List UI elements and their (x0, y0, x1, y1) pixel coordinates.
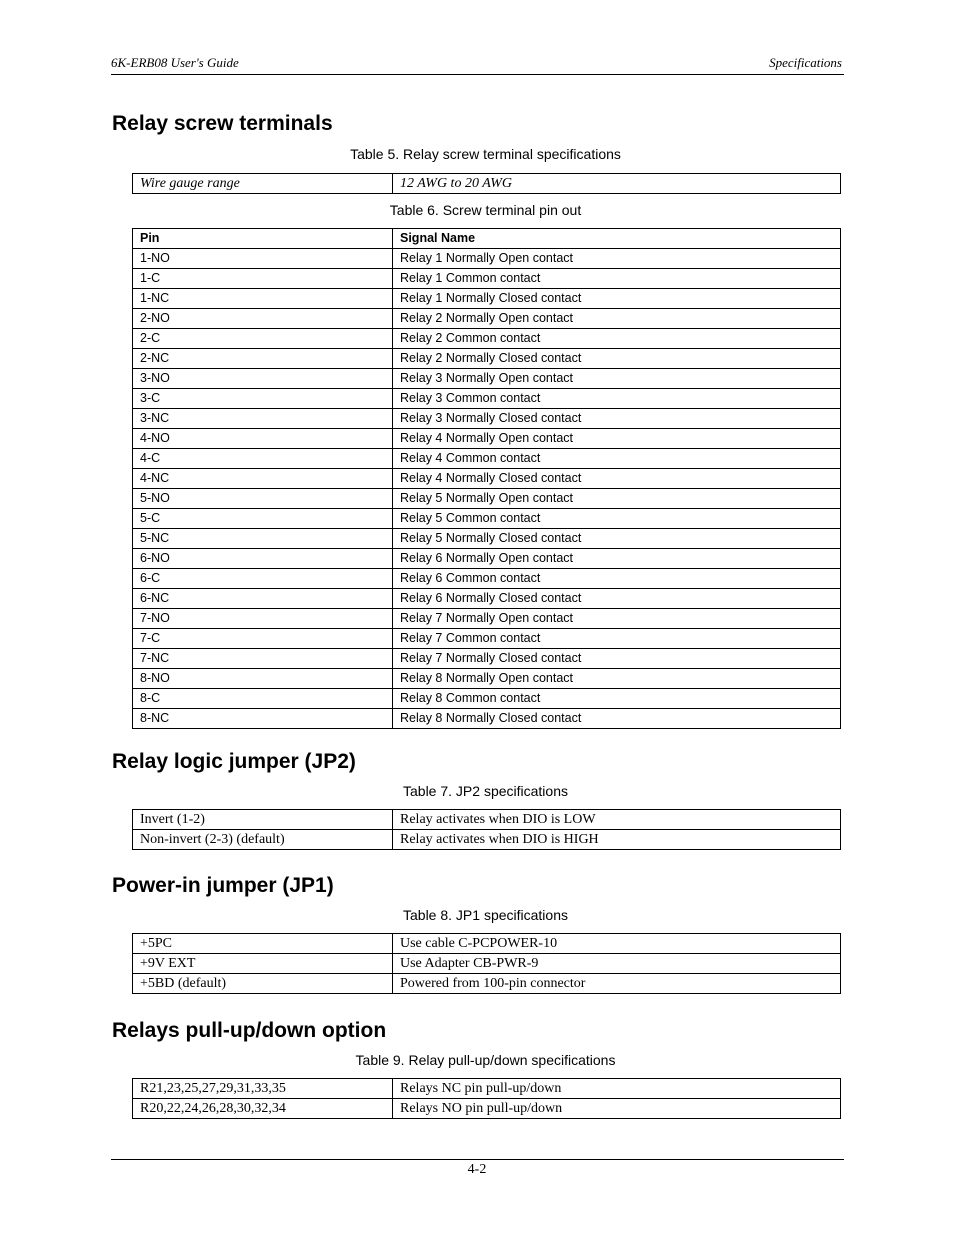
table-cell-key: 8-NO (133, 669, 393, 689)
table-cell-key: Wire gauge range (133, 174, 393, 194)
table5-caption: Table 5. Relay screw terminal specifications (350, 146, 621, 162)
table-cell-value: Relay activates when DIO is LOW (393, 810, 841, 830)
table-cell-value: Relay activates when DIO is HIGH (393, 830, 841, 850)
table-cell-value: Relay 8 Normally Open contact (393, 669, 841, 689)
table-row (133, 389, 841, 409)
table-cell-key: 8-NC (133, 709, 393, 729)
table-cell-value: Relay 1 Normally Closed contact (393, 289, 841, 309)
table-cell-key: Non-invert (2-3) (default) (133, 830, 393, 850)
table-row (133, 249, 841, 269)
table-cell-value: Relay 4 Common contact (393, 449, 841, 469)
table-cell-value: Relay 7 Common contact (393, 629, 841, 649)
table-row (133, 569, 841, 589)
table-cell-value: Relays NO pin pull-up/down (393, 1099, 841, 1119)
table-row (133, 529, 841, 549)
table-cell-value: Relays NC pin pull-up/down (393, 1079, 841, 1099)
table-cell-key: 4-NC (133, 469, 393, 489)
table-cell-value: Relay 7 Normally Closed contact (393, 649, 841, 669)
table-row (133, 509, 841, 529)
table-cell-key: R21,23,25,27,29,31,33,35 (133, 1079, 393, 1099)
section-heading-jp1: Power-in jumper (JP1) (112, 874, 334, 897)
table-row (133, 349, 841, 369)
section-heading-screw-terminals: Relay screw terminals (112, 112, 333, 135)
table-row (133, 449, 841, 469)
table5-wire-gauge (132, 173, 841, 194)
table-row (133, 830, 841, 850)
table-cell-value: Relay 2 Normally Closed contact (393, 349, 841, 369)
table-cell-value: Relay 8 Common contact (393, 689, 841, 709)
table-cell-value: Relay 1 Common contact (393, 269, 841, 289)
table-row (133, 289, 841, 309)
table-row (133, 629, 841, 649)
table-cell-value: Relay 7 Normally Open contact (393, 609, 841, 629)
table-cell-key: +9V EXT (133, 954, 393, 974)
table6-pin-out (132, 228, 841, 729)
table-cell-key: 7-NO (133, 609, 393, 629)
table-row (133, 1079, 841, 1099)
table-row (133, 1099, 841, 1119)
table-cell-key: 7-NC (133, 649, 393, 669)
table-cell-value: Relay 2 Normally Open contact (393, 309, 841, 329)
table-cell-value: 12 AWG to 20 AWG (393, 174, 841, 194)
table-row (133, 269, 841, 289)
table-cell-value: Use Adapter CB-PWR-9 (393, 954, 841, 974)
table-cell-value: Relay 6 Common contact (393, 569, 841, 589)
table-cell-key: R20,22,24,26,28,30,32,34 (133, 1099, 393, 1119)
table-cell-value: Relay 3 Normally Closed contact (393, 409, 841, 429)
table-cell-key: 5-NO (133, 489, 393, 509)
table-cell-key: 1-NC (133, 289, 393, 309)
table-cell-key: 5-NC (133, 529, 393, 549)
table-cell-key: 6-C (133, 569, 393, 589)
table-cell-key: Invert (1-2) (133, 810, 393, 830)
table-row (133, 589, 841, 609)
table-row (133, 429, 841, 449)
table-cell-key: 5-C (133, 509, 393, 529)
table-cell-key: 3-NO (133, 369, 393, 389)
table-cell-value: Relay 6 Normally Closed contact (393, 589, 841, 609)
table7-caption: Table 7. JP2 specifications (403, 783, 568, 799)
table-row (133, 549, 841, 569)
table-cell-key: 4-NO (133, 429, 393, 449)
table-cell-value: Relay 3 Normally Open contact (393, 369, 841, 389)
table-cell-value: Relay 5 Normally Closed contact (393, 529, 841, 549)
table8-caption: Table 8. JP1 specifications (403, 907, 568, 923)
table-cell-key: 2-NO (133, 309, 393, 329)
table-row (133, 810, 841, 830)
table-header-row (133, 229, 841, 249)
table-row (133, 649, 841, 669)
table-row (133, 174, 841, 194)
table-cell-value: Relay 6 Normally Open contact (393, 549, 841, 569)
table-row (133, 309, 841, 329)
table-cell-key: 3-NC (133, 409, 393, 429)
section-heading-pull-up-down: Relays pull-up/down option (112, 1019, 387, 1042)
table-row (133, 669, 841, 689)
table9-caption: Table 9. Relay pull-up/down specifications (355, 1052, 616, 1068)
table-cell-value: Relay 5 Normally Open contact (393, 489, 841, 509)
table-row (133, 954, 841, 974)
table-cell-value: Relay 4 Normally Closed contact (393, 469, 841, 489)
table-cell-value: Relay 2 Common contact (393, 329, 841, 349)
table-cell-value: Relay 5 Common contact (393, 509, 841, 529)
section-heading-jp2: Relay logic jumper (JP2) (112, 750, 356, 773)
table-cell-key: +5BD (default) (133, 974, 393, 994)
running-header (111, 55, 844, 75)
table-row (133, 329, 841, 349)
table-cell-key: 1-NO (133, 249, 393, 269)
table-cell-value: Powered from 100-pin connector (393, 974, 841, 994)
table-cell-key: 1-C (133, 269, 393, 289)
table-cell-key: 6-NO (133, 549, 393, 569)
header-guide-title: 6K-ERB08 User's Guide (111, 55, 239, 70)
table-cell-key: 7-C (133, 629, 393, 649)
table-cell-key: 8-C (133, 689, 393, 709)
table-cell-key: 2-C (133, 329, 393, 349)
table-row (133, 469, 841, 489)
table-cell-key: +5PC (133, 934, 393, 954)
table-cell-value: Relay 8 Normally Closed contact (393, 709, 841, 729)
column-header-pin: Pin (133, 229, 393, 249)
page-number: 4-2 (467, 1162, 487, 1177)
column-header-signal-name: Signal Name (393, 229, 841, 249)
table-cell-key: 6-NC (133, 589, 393, 609)
header-chapter-title: Specifications (769, 55, 842, 70)
table9-pull-up-down (132, 1078, 841, 1119)
table-cell-value: Relay 4 Normally Open contact (393, 429, 841, 449)
table6-caption: Table 6. Screw terminal pin out (389, 202, 582, 218)
table-row (133, 934, 841, 954)
table-cell-value: Use cable C-PCPOWER-10 (393, 934, 841, 954)
table-row (133, 709, 841, 729)
table-cell-key: 2-NC (133, 349, 393, 369)
table-row (133, 974, 841, 994)
table-row (133, 489, 841, 509)
table-cell-value: Relay 3 Common contact (393, 389, 841, 409)
table-row (133, 609, 841, 629)
table-cell-value: Relay 1 Normally Open contact (393, 249, 841, 269)
table8-jp1 (132, 933, 841, 994)
table-row (133, 689, 841, 709)
table-row (133, 369, 841, 389)
table7-jp2 (132, 809, 841, 850)
table-cell-key: 4-C (133, 449, 393, 469)
table-row (133, 409, 841, 429)
table-cell-key: 3-C (133, 389, 393, 409)
